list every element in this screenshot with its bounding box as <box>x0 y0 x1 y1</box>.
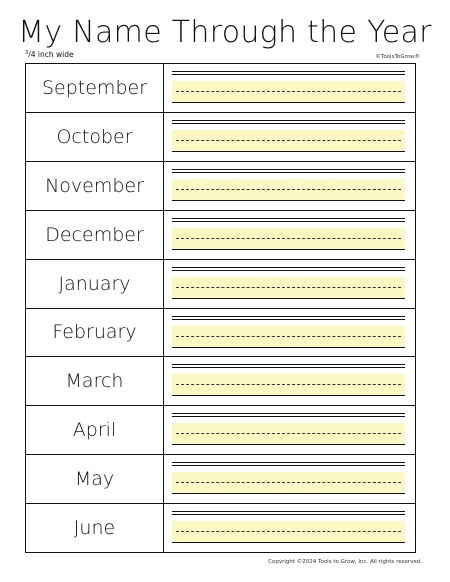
top-line-double <box>172 270 405 271</box>
top-line <box>172 364 405 365</box>
month-row <box>26 454 415 503</box>
midline-dashed <box>176 531 401 532</box>
midline-dashed <box>176 482 401 483</box>
width-note-text: inch wide <box>35 50 74 59</box>
top-line <box>172 511 405 512</box>
top-line <box>172 169 405 170</box>
month-row <box>26 308 415 357</box>
top-line-double <box>172 123 405 124</box>
month-row <box>26 112 415 161</box>
handwriting-area[interactable] <box>164 162 415 210</box>
top-line <box>172 267 405 268</box>
top-line <box>172 462 405 463</box>
month-label: January <box>26 260 164 308</box>
month-label: February <box>26 309 164 357</box>
handwriting-area[interactable] <box>164 211 415 259</box>
baseline <box>172 542 405 543</box>
midline-dashed <box>176 189 401 190</box>
month-writing-table <box>25 63 416 553</box>
baseline <box>172 493 405 494</box>
brand-mark: ©ToolsToGrow® <box>375 54 420 60</box>
handwriting-area[interactable] <box>164 260 415 308</box>
month-row <box>26 356 415 405</box>
handwriting-area[interactable] <box>164 64 415 112</box>
width-fraction-numerator: 3 <box>25 50 29 56</box>
month-row <box>26 64 415 112</box>
month-label: June <box>26 504 164 552</box>
baseline <box>172 151 405 152</box>
baseline <box>172 249 405 250</box>
top-line-double <box>172 465 405 466</box>
top-line-double <box>172 172 405 173</box>
handwriting-area[interactable] <box>164 406 415 454</box>
midline-dashed <box>176 91 401 92</box>
handwriting-area[interactable] <box>164 455 415 503</box>
top-line-double <box>172 416 405 417</box>
midline-dashed <box>176 287 401 288</box>
top-line-double <box>172 221 405 222</box>
copyright-notice: Copyright ©2024 Tools to Grow, Inc. All rights reserved. <box>268 559 422 565</box>
month-label: March <box>26 357 164 405</box>
top-line <box>172 120 405 121</box>
month-label: October <box>26 113 164 161</box>
month-row <box>26 503 415 552</box>
top-line <box>172 316 405 317</box>
month-row <box>26 210 415 259</box>
handwriting-area[interactable] <box>164 357 415 405</box>
month-row <box>26 161 415 210</box>
top-line <box>172 71 405 72</box>
month-label: September <box>26 64 164 112</box>
month-row <box>26 259 415 308</box>
midline-dashed <box>176 336 401 337</box>
top-line-double <box>172 74 405 75</box>
baseline <box>172 444 405 445</box>
width-fraction-denominator: 4 <box>30 50 36 59</box>
handwriting-area[interactable] <box>164 113 415 161</box>
top-line <box>172 413 405 414</box>
month-label: November <box>26 162 164 210</box>
baseline <box>172 395 405 396</box>
midline-dashed <box>176 384 401 385</box>
month-label: April <box>26 406 164 454</box>
handwriting-area[interactable] <box>164 504 415 552</box>
top-line <box>172 218 405 219</box>
midline-dashed <box>176 238 401 239</box>
midline-dashed <box>176 140 401 141</box>
top-line-double <box>172 367 405 368</box>
page-title: My Name Through the Year <box>18 15 432 50</box>
month-row <box>26 405 415 454</box>
month-label: May <box>26 455 164 503</box>
baseline <box>172 200 405 201</box>
baseline <box>172 298 405 299</box>
midline-dashed <box>176 433 401 434</box>
line-width-note: $^3$/4 inch wide <box>25 50 74 59</box>
baseline <box>172 347 405 348</box>
handwriting-area[interactable] <box>164 309 415 357</box>
month-label: December <box>26 211 164 259</box>
baseline <box>172 102 405 103</box>
top-line-double <box>172 319 405 320</box>
top-line-double <box>172 514 405 515</box>
